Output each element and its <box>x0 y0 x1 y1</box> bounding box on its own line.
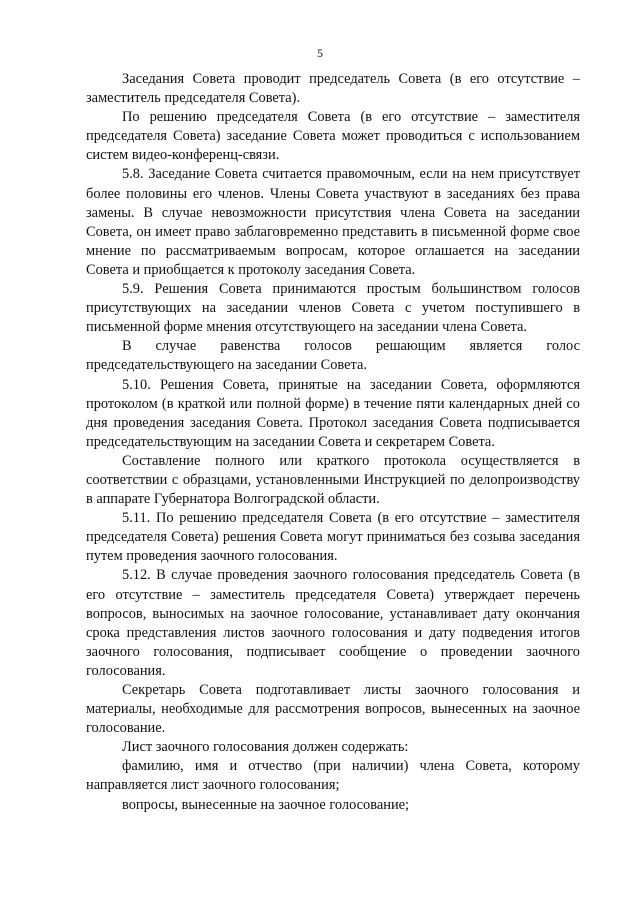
paragraph: Составление полного или краткого протокола осуществляется в соответствии с образцами, установленными Инструкцией по делопроизводству в аппарате Губернатора Волгоградской области. <box>86 452 580 508</box>
paragraph: вопросы, вынесенные на заочное голосование; <box>122 796 410 813</box>
paragraph: Лист заочного голосования должен содержать: <box>122 739 409 756</box>
paragraph: Секретарь Совета подготавливает листы заочного голосования и материалы, необходимые для рассмотрения вопросов, вынесенных на заочное голосование. <box>86 682 580 737</box>
paragraph: 5.10. Решения Совета, принятые на заседании Совета, оформляются протоколом (в краткой или полной форме) в течение пяти календарных дней со дня проведения заседания Совета. Протокол заседания Совета подписывается председательствующим на заседании Совета и секретарем Совета. <box>86 376 580 450</box>
paragraph: 5.12. В случае проведения заочного голосования председатель Совета (в его отсутствие – заместитель председателя Совета) утверждает перечень вопросов, выносимых на заочное голосование, устанавливает дату окончания срока представления листов заочного голосования и дату подведения итогов заочного голосования, подписывает сообщение о проведении заочного голосования. <box>86 567 580 679</box>
page-number: 5 <box>317 46 323 60</box>
paragraph: фамилию, имя и отчество (при наличии) члена Совета, которому направляется лист заочного голосования; <box>86 758 580 794</box>
paragraph: В случае равенства голосов решающим является голос председательствующего на заседании Совета. <box>86 338 580 374</box>
document-body <box>86 70 580 815</box>
paragraph: 5.8. Заседание Совета считается правомочным, если на нем присутствует более половины его членов. Члены Совета участвуют в заседаниях без права замены. В случае невозможности присутствия члена Совета на заседании Совета, он имеет право заблаговременно представить в письменной форме свое мнение по рассматриваемым вопросам, которое оглашается на заседании Совета и приобщается к протоколу заседания Совета. <box>86 166 580 278</box>
paragraph: 5.11. По решению председателя Совета (в его отсутствие – заместителя председателя Совета) решения Совета могут приниматься без созыва заседания путем проведения заочного голосования. <box>86 510 580 565</box>
paragraph: По решению председателя Совета (в его отсутствие – заместителя председателя Совета) заседание Совета может проводиться с использованием систем видео-конференц-связи. <box>86 109 580 164</box>
paragraph: Заседания Совета проводит председатель Совета (в его отсутствие – заместитель председателя Совета). <box>86 71 580 107</box>
paragraph: 5.9. Решения Совета принимаются простым большинством голосов присутствующих на заседании членов Совета с учетом поступившего в письменной форме мнения отсутствующего на заседании члена Совета. <box>86 281 580 336</box>
